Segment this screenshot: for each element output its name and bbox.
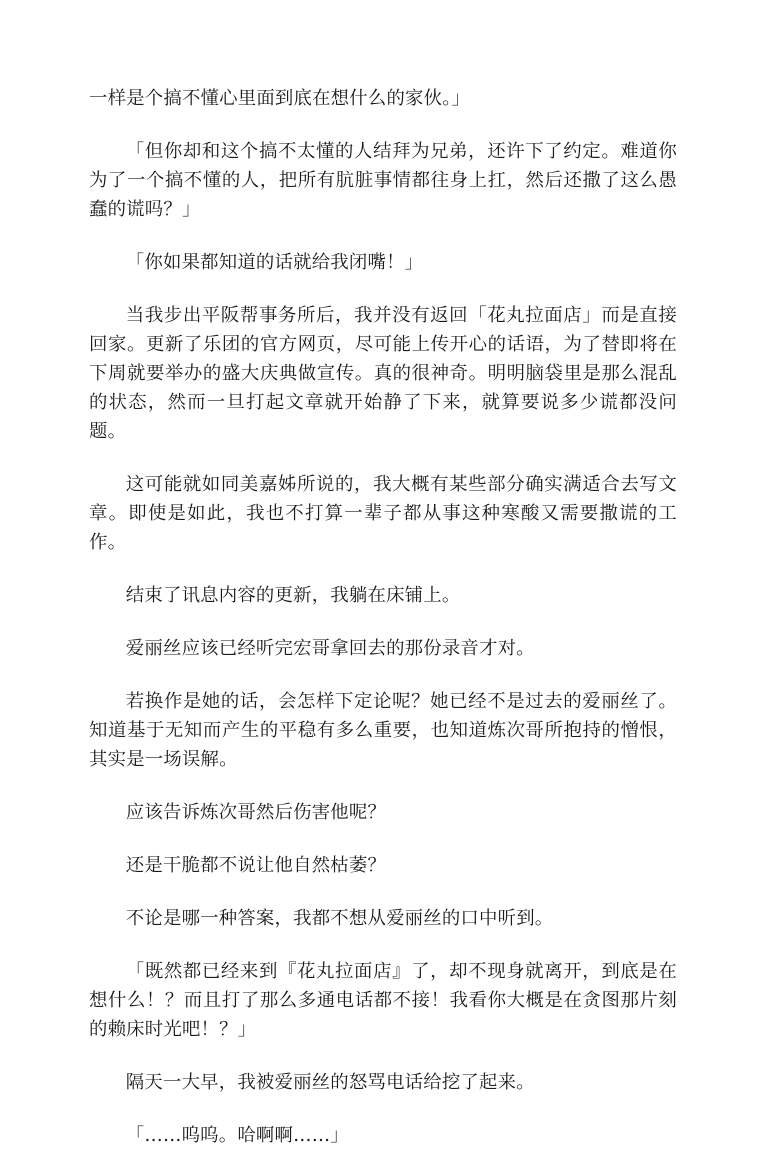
paragraph-11: 不论是哪一种答案，我都不想从爱丽丝的口中听到。 — [125, 908, 554, 929]
paragraph-13: 隔天一大早，我被爱丽丝的怒骂电话给挖了起来。 — [125, 1072, 535, 1093]
paragraph-7: 爱丽丝应该已经听完宏哥拿回去的那份录音才对。 — [125, 638, 535, 659]
paragraph-12: 「既然都已经来到『花丸拉面店』了，却不现身就离开，到底是在想什么！？而且打了那么多通电话都不接！我看你大概是在贪图那片刻的赖床时光吧！？」 — [89, 961, 677, 1040]
paragraph-10: 还是干脆都不说让他自然枯萎？ — [125, 855, 387, 876]
paragraph-2: 「但你却和这个搞不太懂的人结拜为兄弟，还许下了约定。难道你为了一个搞不懂的人，把所有肮脏事情都往身上扛，然后还撒了这么愚蠢的谎吗？」 — [89, 141, 677, 220]
paragraph-5: 这可能就如同美嘉姊所说的，我大概有某些部分确实满适合去写文章。即使是如此，我也不打算一辈子都从事这种寒酸又需要撒谎的工作。 — [89, 474, 677, 553]
paragraph-6: 结束了讯息内容的更新，我躺在床铺上。 — [125, 585, 461, 606]
paragraph-1: 一样是个搞不懂心里面到底在想什么的家伙。」 — [89, 88, 471, 109]
paragraph-4: 当我步出平阪帮事务所后，我并没有返回「花丸拉面店」而是直接回家。更新了乐团的官方网页，尽可能上传开心的话语，为了替即将在下周就要举办的盛大庆典做宣传。真的很神奇。明明脑袋里是那么混乱的状态，然而一旦打起文章就开始静了下来，就算要说多少谎都没问题。 — [89, 305, 677, 442]
paragraph-14: 「……呜呜。哈啊啊……」 — [125, 1125, 349, 1146]
paragraph-9: 应该告诉炼次哥然后伤害他呢？ — [125, 802, 387, 823]
paragraph-3: 「你如果都知道的话就给我闭嘴！」 — [125, 252, 424, 273]
book-page — [89, 84, 677, 1174]
paragraph-8: 若换作是她的话，会怎样下定论呢？她已经不是过去的爱丽丝了。知道基于无知而产生的平稳有多么重要，也知道炼次哥所抱持的憎恨，其实是一场误解。 — [89, 691, 677, 770]
